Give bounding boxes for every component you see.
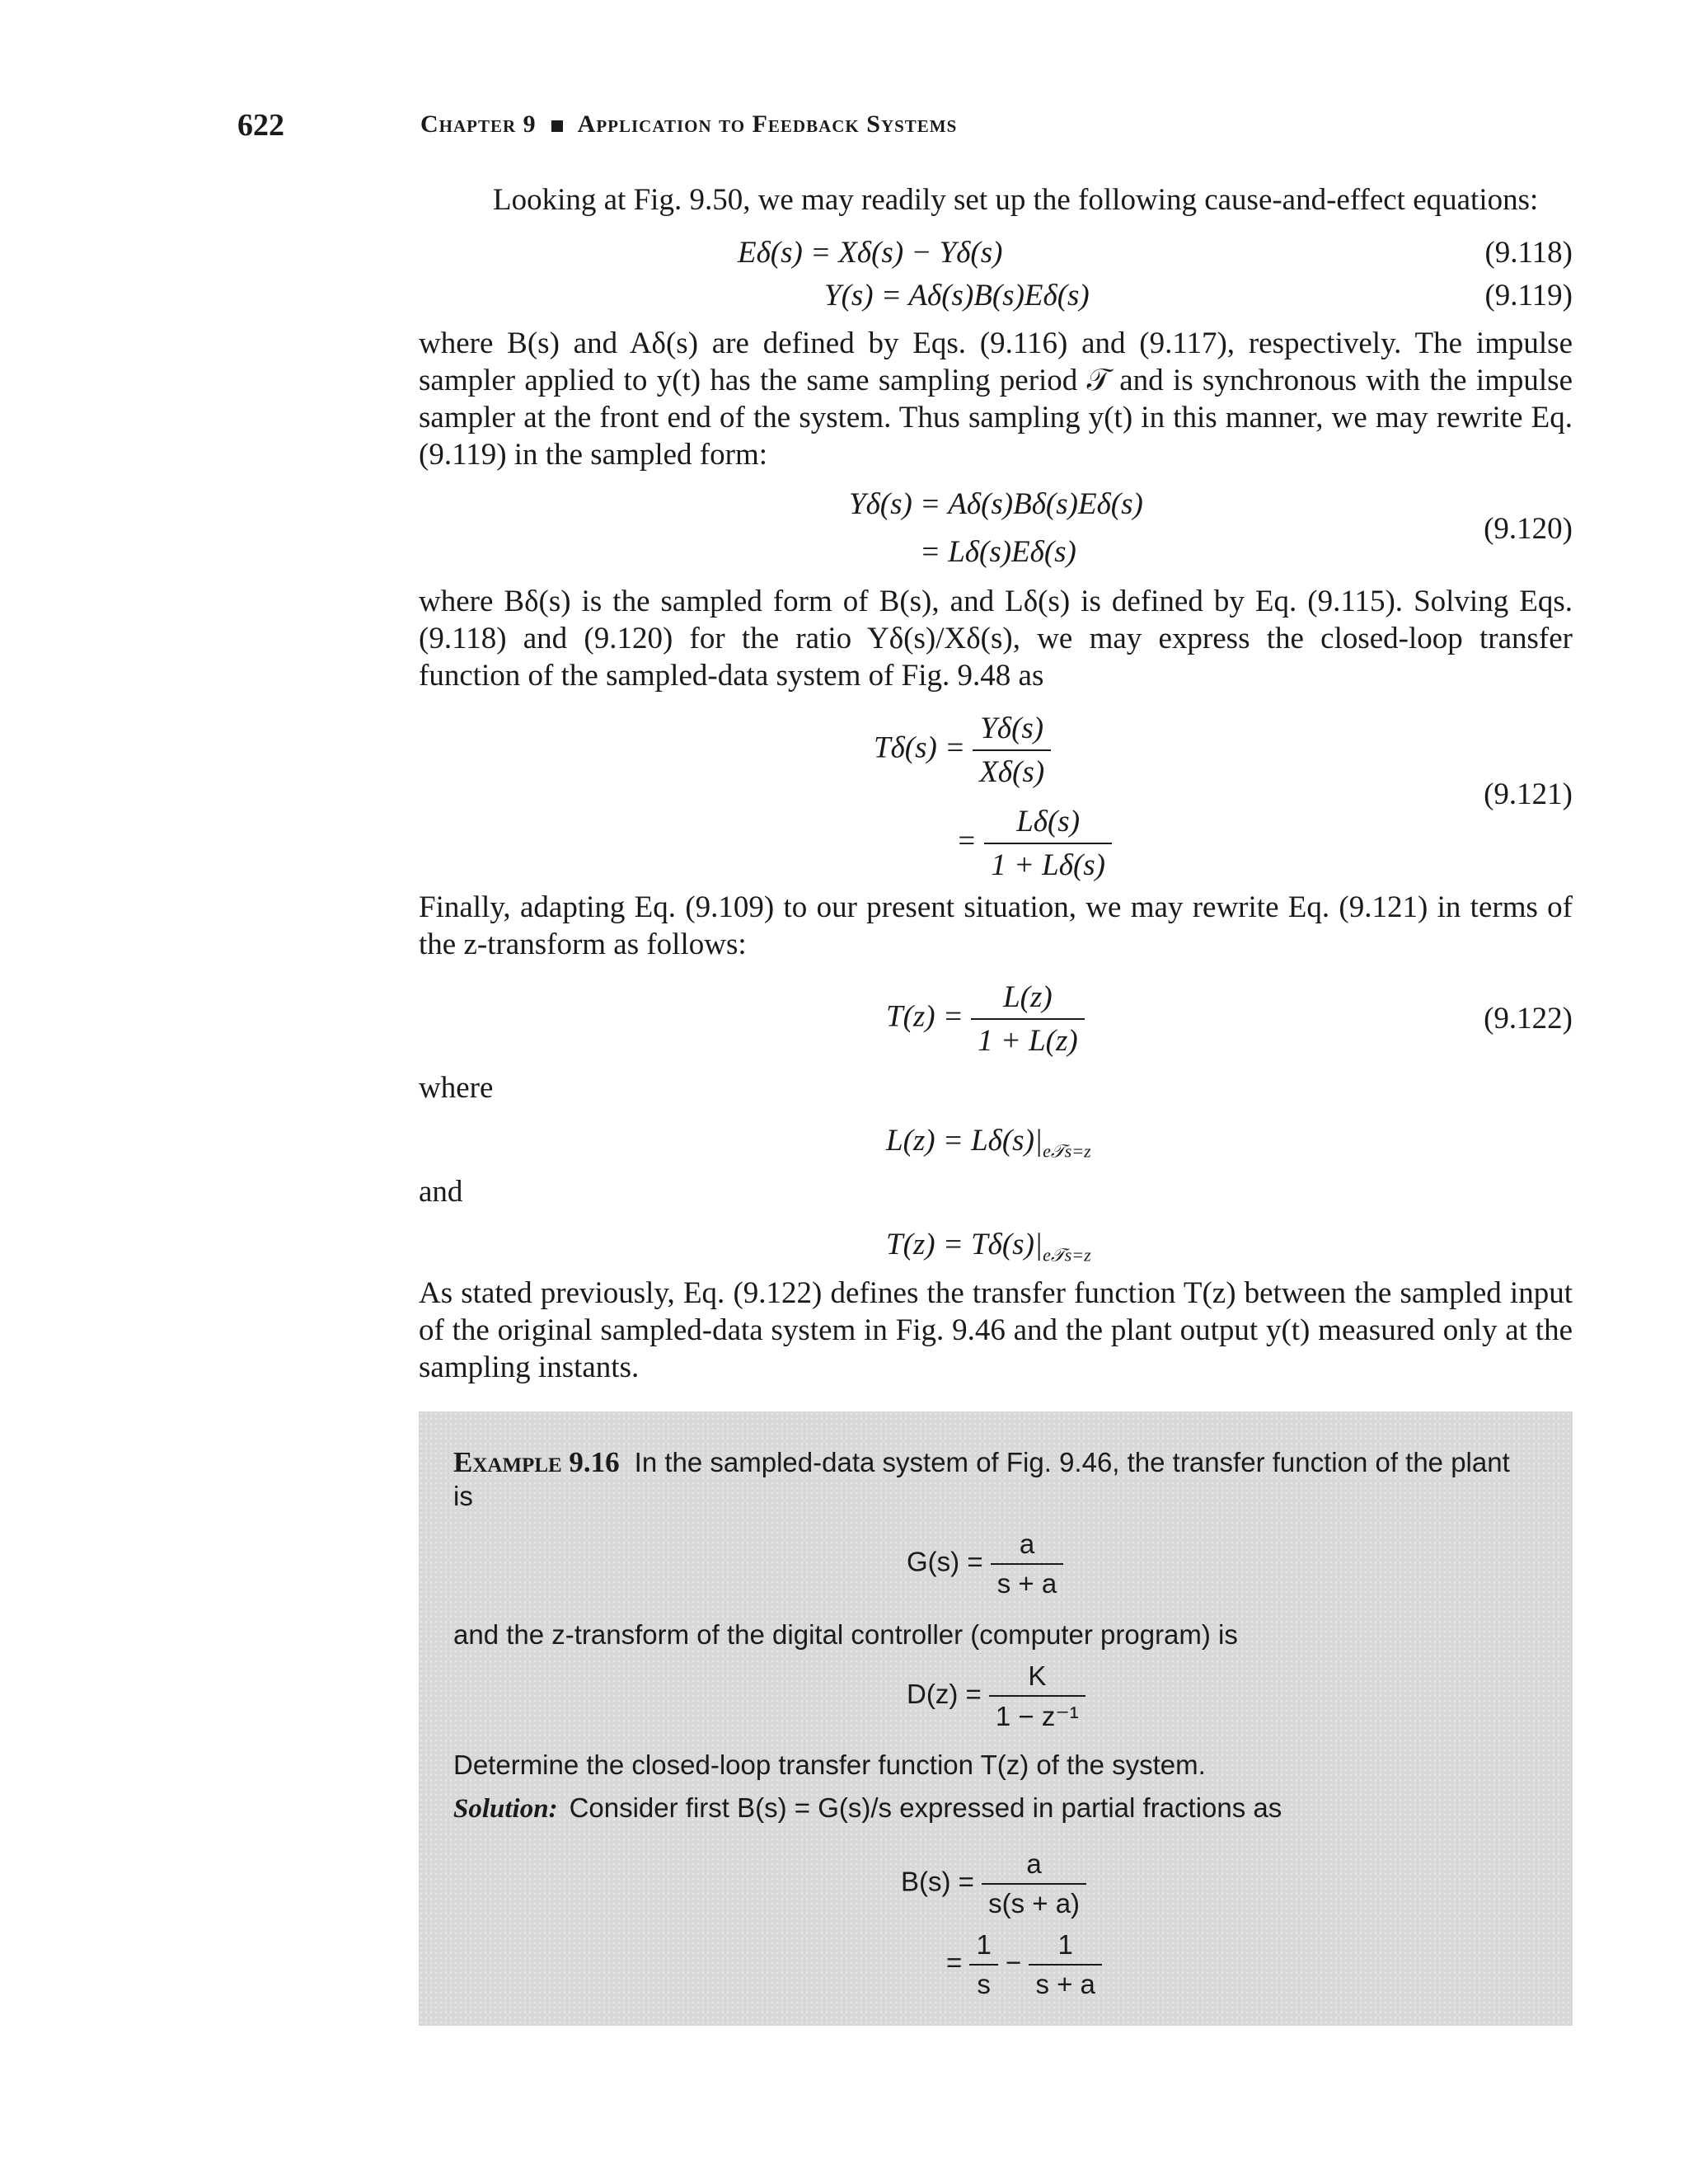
equation-G-of-s bbox=[907, 1529, 1063, 1599]
B-lhs: B(s) = bbox=[901, 1866, 974, 1897]
B2-denominator-2: s + a bbox=[1035, 1969, 1095, 1999]
bullet-icon bbox=[551, 120, 563, 132]
example-intro-line bbox=[453, 1446, 1510, 1479]
paragraph-5: As stated previously, Eq. (9.122) defines the transfer function T(z) between the sampled input of the original sampled-data system in Fig. 9.46 and the plant output y(t) measured only at the sampling instants. bbox=[419, 1276, 1573, 1384]
B-denominator: s(s + a) bbox=[988, 1888, 1081, 1919]
D-lhs: D(z) = bbox=[907, 1679, 982, 1710]
eq121-numerator-1: Yδ(s) bbox=[973, 711, 1051, 751]
eq121-denominator-1: Xδ(s) bbox=[979, 755, 1045, 789]
equation-number-9-120: (9.120) bbox=[1484, 512, 1573, 546]
eq122-lhs: T(z) = bbox=[886, 999, 964, 1034]
D-numerator: K bbox=[989, 1660, 1085, 1697]
D-denominator: 1 − z⁻¹ bbox=[995, 1701, 1079, 1731]
eq121-fraction-2 bbox=[984, 804, 1112, 883]
running-head bbox=[420, 110, 957, 139]
equation-9-121-line1 bbox=[874, 711, 1051, 790]
eq121-denominator-2: 1 + Lδ(s) bbox=[991, 848, 1106, 882]
G-denominator: s + a bbox=[996, 1568, 1057, 1599]
paragraph-4: Finally, adapting Eq. (9.109) to our present situation, we may rewrite Eq. (9.121) in terms of the z-transform as follows: bbox=[419, 890, 1573, 961]
B-fraction bbox=[982, 1848, 1086, 1919]
equation-number-9-118: (9.118) bbox=[1484, 236, 1573, 270]
equation-number-9-121: (9.121) bbox=[1484, 777, 1573, 811]
equation-L-of-z bbox=[886, 1123, 1091, 1162]
equation-9-120-line1: Yδ(s) = Aδ(s)Bδ(s)Eδ(s) bbox=[849, 487, 1143, 521]
equation-D-of-z bbox=[907, 1660, 1085, 1732]
paragraph-3: where Bδ(s) is the sampled form of B(s), and Lδ(s) is defined by Eq. (9.115). Solving Eqs. (9.118) and (9.120) for the ratio Yδ(s)/Xδ(s), we may express the closed-loop transfer function of the sampled-data system of Fig. 9.48 as bbox=[419, 585, 1573, 693]
page-number: 622 bbox=[237, 108, 284, 143]
chapter-title: Application to Feedback Systems bbox=[577, 110, 958, 138]
example-line-3: Determine the closed-loop transfer function T(z) of the system. bbox=[453, 1750, 1206, 1780]
paragraph-1: Looking at Fig. 9.50, we may readily set up the following cause-and-effect equations: bbox=[493, 183, 1539, 217]
equation-9-121-line2 bbox=[956, 804, 1112, 883]
equation-number-9-119: (9.119) bbox=[1484, 279, 1573, 312]
B2-fraction-1 bbox=[969, 1929, 997, 2000]
example-intro-continuation: is bbox=[453, 1481, 473, 1511]
B2-equals: = bbox=[946, 1947, 963, 1978]
eq121-numerator-2: Lδ(s) bbox=[984, 804, 1112, 844]
equation-9-120-line2: = Lδ(s)Eδ(s) bbox=[920, 535, 1076, 569]
B2-denominator-1: s bbox=[977, 1969, 991, 1999]
eq-Tz-subscript: e𝒯s=z bbox=[1043, 1244, 1091, 1266]
eq-Lz-subscript: e𝒯s=z bbox=[1043, 1140, 1091, 1162]
where-label: where bbox=[419, 1071, 494, 1105]
solution-text: Consider first B(s) = G(s)/s expressed in partial fractions as bbox=[569, 1792, 1282, 1823]
equation-number-9-122: (9.122) bbox=[1484, 1002, 1573, 1036]
equation-9-119: Y(s) = Aδ(s)B(s)Eδ(s) bbox=[824, 279, 1090, 312]
B2-numerator-1: 1 bbox=[969, 1929, 997, 1966]
D-fraction bbox=[989, 1660, 1085, 1732]
example-box bbox=[419, 1411, 1573, 2026]
solution-line bbox=[453, 1792, 1282, 1825]
example-intro-text: In the sampled-data system of Fig. 9.46, the transfer function of the plant bbox=[634, 1447, 1510, 1477]
solution-label: Solution: bbox=[453, 1794, 558, 1824]
B2-fraction-2 bbox=[1029, 1929, 1101, 2000]
equation-T-of-z bbox=[886, 1227, 1091, 1266]
eq121-fraction-1 bbox=[973, 711, 1051, 790]
example-line-2: and the z-transform of the digital controller (computer program) is bbox=[453, 1619, 1238, 1650]
G-numerator: a bbox=[991, 1529, 1063, 1565]
eq122-denominator: 1 + L(z) bbox=[978, 1024, 1078, 1058]
chapter-label: Chapter 9 bbox=[420, 110, 537, 138]
and-label: and bbox=[419, 1175, 463, 1209]
G-fraction bbox=[991, 1529, 1063, 1599]
B-numerator: a bbox=[982, 1848, 1086, 1885]
equation-B-partial-fractions bbox=[946, 1929, 1102, 2000]
B2-minus: − bbox=[1005, 1947, 1022, 1978]
equation-B-of-s bbox=[901, 1848, 1086, 1919]
equation-9-122 bbox=[886, 979, 1085, 1059]
eq121-lhs: Tδ(s) = bbox=[874, 730, 966, 765]
paragraph-2: where B(s) and Aδ(s) are defined by Eqs. (9.116) and (9.117), respectively. The impulse sampler applied to y(t) has the same sampling period 𝒯 and is synchronous with the impulse sampler at the front end of the system. Thus sampling y(t) in this manner, we may rewrite Eq. (9.119) in the sampled form: bbox=[419, 326, 1573, 472]
G-lhs: G(s) = bbox=[907, 1546, 983, 1577]
eq-Tz-main: T(z) = Tδ(s)| bbox=[886, 1228, 1043, 1261]
eq122-fraction bbox=[971, 979, 1085, 1059]
equation-9-118: Eδ(s) = Xδ(s) − Yδ(s) bbox=[738, 236, 1003, 270]
eq121-equals: = bbox=[956, 824, 977, 858]
eq-Lz-main: L(z) = Lδ(s)| bbox=[886, 1124, 1043, 1158]
example-title: Example 9.16 bbox=[453, 1446, 620, 1478]
B2-numerator-2: 1 bbox=[1029, 1929, 1101, 1966]
eq122-numerator: L(z) bbox=[971, 979, 1085, 1020]
